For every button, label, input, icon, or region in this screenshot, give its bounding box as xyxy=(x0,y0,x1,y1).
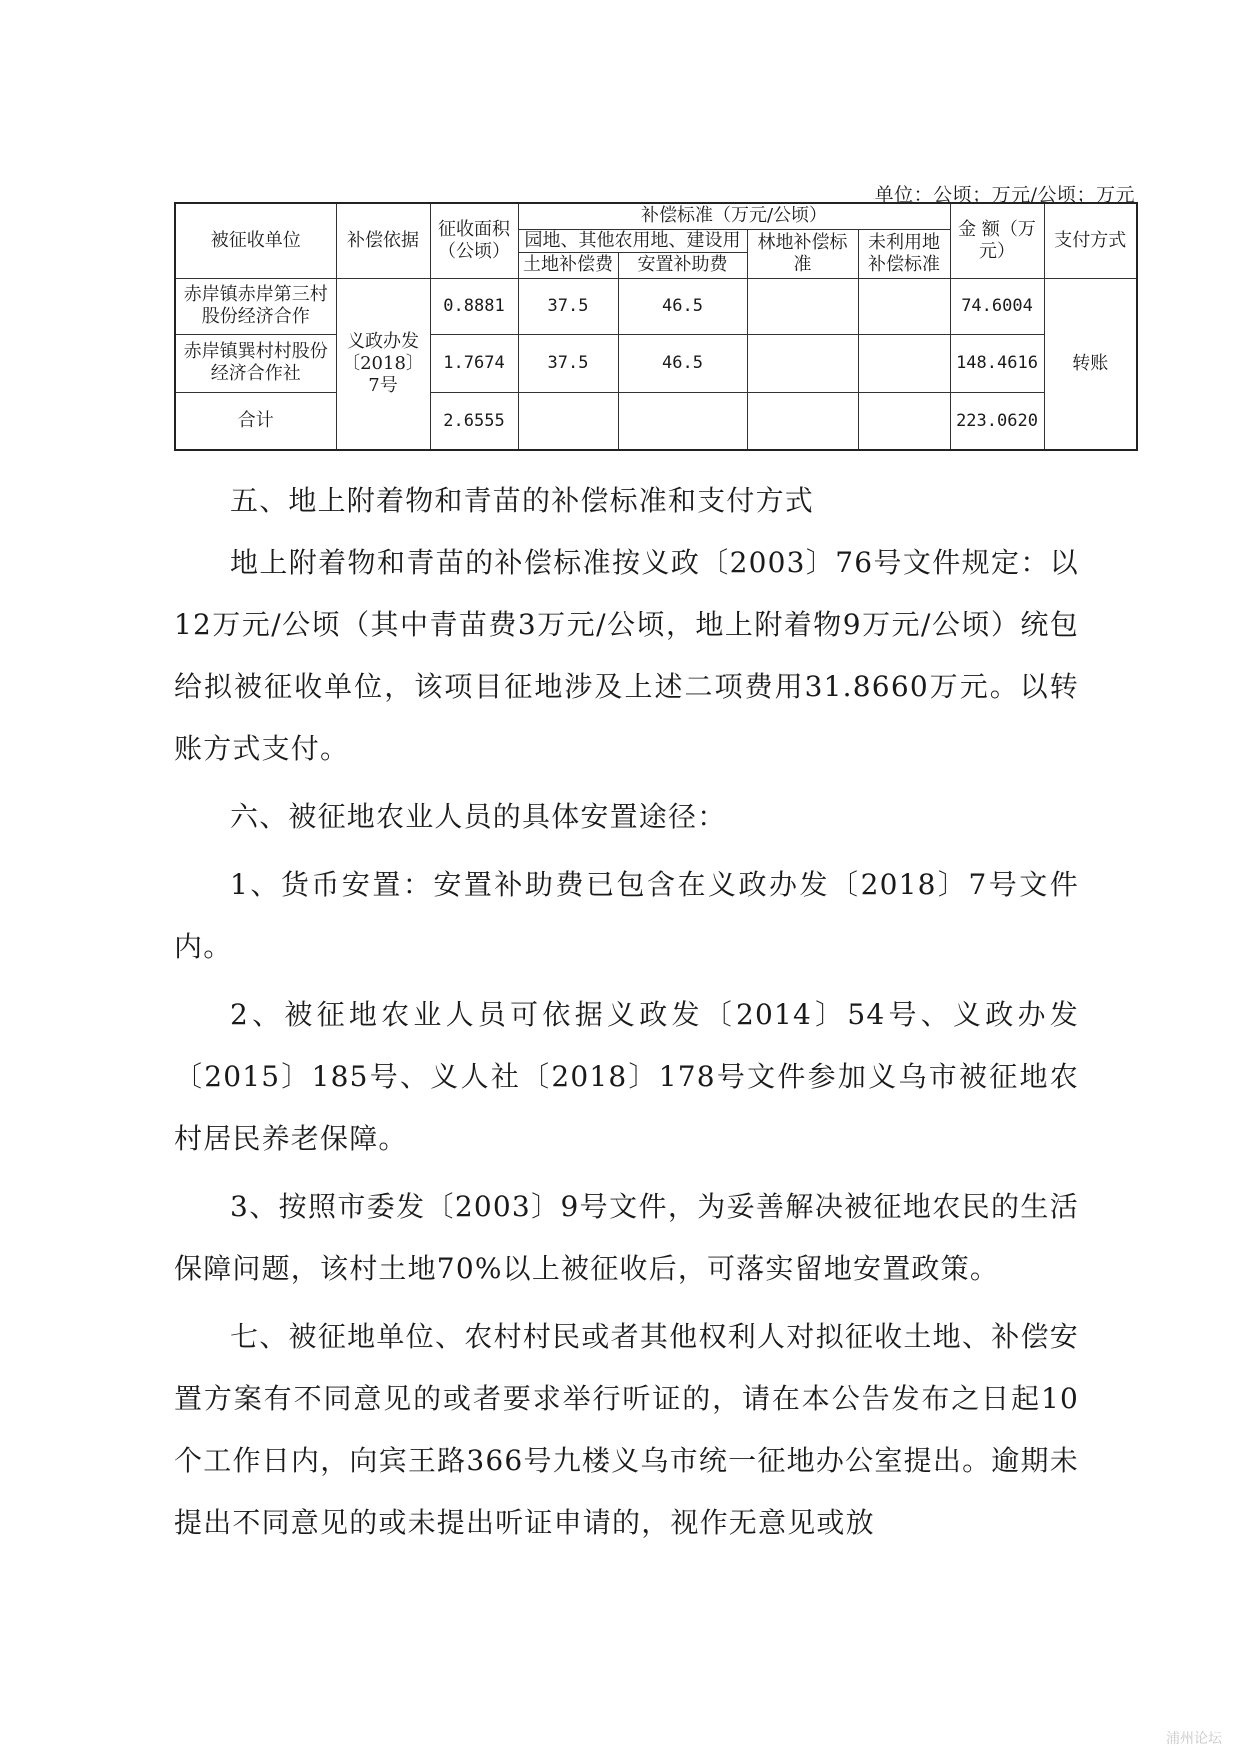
watermark-logo: 浦州论坛 xyxy=(1166,1731,1222,1747)
header-unit: 被征收单位 xyxy=(175,203,336,278)
cell-payment: 转账 xyxy=(1044,278,1137,450)
total-area: 2.6555 xyxy=(430,392,518,450)
compensation-table xyxy=(174,202,1138,451)
cell-unused xyxy=(858,278,950,334)
header-unused: 未利用地补偿标准 xyxy=(858,229,950,278)
cell-amount: 148.4616 xyxy=(950,334,1044,392)
cell-area: 0.8881 xyxy=(430,278,518,334)
cell-amount: 74.6004 xyxy=(950,278,1044,334)
table-total-row xyxy=(175,392,1137,450)
section-6-heading: 六、被征地农业人员的具体安置途径： xyxy=(230,800,727,833)
total-label: 合计 xyxy=(175,392,336,450)
total-amount: 223.0620 xyxy=(950,392,1044,450)
section-6-item-3: 3、按照市委发〔2003〕9号文件，为妥善解决被征地农民的生活保障问题，该村土地70%以上被征收后，可落实留地安置政策。 xyxy=(174,1190,1079,1285)
unit-note: 单位：公顷；万元/公顷；万元 xyxy=(874,184,1135,206)
header-resettle: 安置补助费 xyxy=(618,252,747,278)
header-forest: 林地补偿标准 xyxy=(747,229,858,278)
section-5-paragraph: 地上附着物和青苗的补偿标准按义政〔2003〕76号文件规定：以12万元/公顷（其中青苗费3万元/公顷，地上附着物9万元/公顷）统包给拟被征收单位，该项目征地涉及上述二项费用31.8660万元。以转账方式支付。 xyxy=(174,546,1079,765)
cell-resettle: 46.5 xyxy=(618,334,747,392)
header-land-fee: 土地补偿费 xyxy=(518,252,618,278)
cell-forest xyxy=(747,278,858,334)
table-row xyxy=(175,334,1137,392)
table-row xyxy=(175,278,1137,334)
header-basis: 补偿依据 xyxy=(336,203,430,278)
header-payment: 支付方式 xyxy=(1044,203,1137,278)
section-7-paragraph: 七、被征地单位、农村村民或者其他权利人对拟征收土地、补偿安置方案有不同意见的或者要求举行听证的，请在本公告发布之日起10个工作日内，向宾王路366号九楼义乌市统一征地办公室提出。逾期未提出不同意见的或未提出听证申请的，视作无意见或放 xyxy=(174,1320,1079,1539)
body-text xyxy=(174,470,1079,1554)
cell-area: 1.7674 xyxy=(430,334,518,392)
section-6-item-2: 2、被征地农业人员可依据义政发〔2014〕54号、义政办发〔2015〕185号、义人社〔2018〕178号文件参加义乌市被征地农村居民养老保障。 xyxy=(174,998,1079,1155)
cell-basis: 义政办发〔2018〕7号 xyxy=(336,278,430,450)
cell-land-fee: 37.5 xyxy=(518,334,618,392)
header-garden: 园地、其他农用地、建设用 xyxy=(518,229,747,252)
cell-unit: 赤岸镇巽村村股份经济合作社 xyxy=(175,334,336,392)
section-5-heading: 五、地上附着物和青苗的补偿标准和支付方式 xyxy=(230,484,815,517)
section-6-item-1: 1、货币安置：安置补助费已包含在义政办发〔2018〕7号文件内。 xyxy=(174,868,1079,963)
cell-unit: 赤岸镇赤岸第三村股份经济合作 xyxy=(175,278,336,334)
cell-unused xyxy=(858,334,950,392)
cell-land-fee: 37.5 xyxy=(518,278,618,334)
header-area: 征收面积（公顷） xyxy=(430,203,518,278)
cell-forest xyxy=(747,334,858,392)
cell-resettle: 46.5 xyxy=(618,278,747,334)
header-amount: 金 额（万元） xyxy=(950,203,1044,278)
header-standard: 补偿标准（万元/公顷） xyxy=(518,203,950,229)
